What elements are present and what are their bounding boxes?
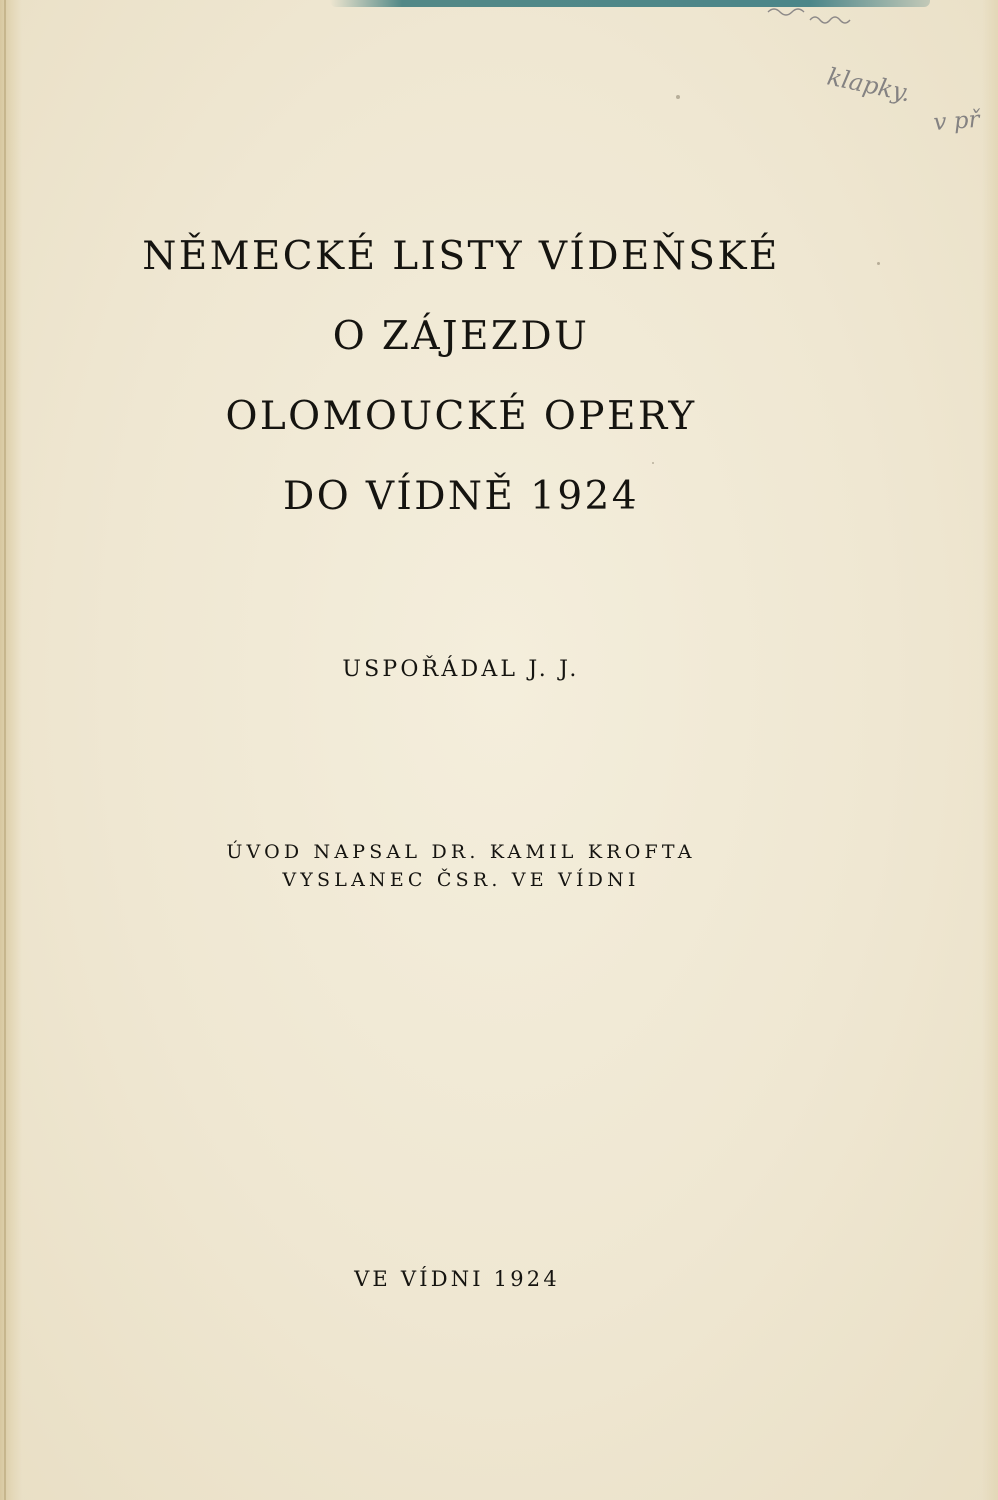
imprint-place-year: VE VÍDNI 1924: [354, 1267, 560, 1291]
arranged-by: USPOŘÁDAL J. J.: [342, 657, 580, 682]
title-line-1: NĚMECKÉ LISTY VÍDEŇSKÉ: [142, 234, 780, 279]
introduction-line-1: ÚVOD NAPSAL DR. KAMIL KROFTA: [226, 841, 696, 863]
paper-speck: [676, 95, 680, 99]
handwritten-pencil-note: [738, 0, 998, 160]
title-line-3: OLOMOUCKÉ OPERY: [225, 394, 697, 439]
title-line-4: DO VÍDNĚ 1924: [283, 474, 639, 519]
paper-speck: [652, 462, 654, 464]
title-line-2: O ZÁJEZDU: [332, 314, 590, 359]
page-right-edge: [982, 0, 998, 1500]
introduction-line-2: VYSLANEC ČSR. VE VÍDNI: [282, 869, 640, 891]
handwritten-note-line2: v př: [932, 106, 981, 136]
handwritten-note-line1: klapky.: [824, 62, 914, 108]
